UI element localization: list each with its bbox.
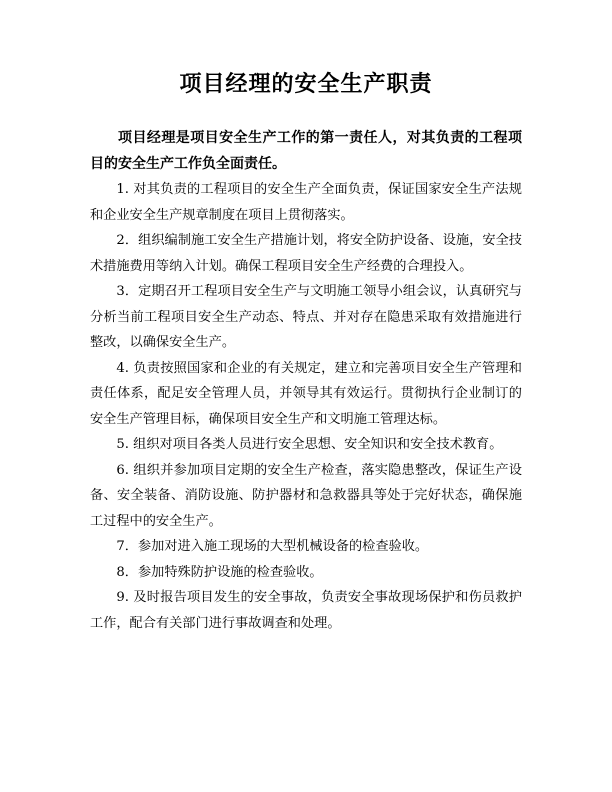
document-title: 项目经理的安全生产职责 [179, 72, 433, 97]
duty-item-8: 8．参加特殊防护设施的检查验收。 [116, 564, 323, 580]
duty-item-2: 2．组织编制施工安全生产措施计划，将安全防护设备、设施，安全技术措施费用等纳入计划。确保工程项目安全生产经费的合理投入。 [90, 233, 522, 274]
duty-item-5: 5. 组织对项目各类人员进行安全思想、安全知识和安全技术教育。 [116, 437, 503, 452]
duty-item-7: 7．参加对进入施工现场的大型机械设备的检查验收。 [116, 539, 429, 554]
duty-item-1: 1. 对其负责的工程项目的安全生产全面负责，保证国家安全生产法规和企业安全生产规章制度在项目上贯彻落实。 [90, 182, 522, 223]
duty-item-4: 4. 负责按照国家和企业的有关规定，建立和完善项目安全生产管理和责任体系，配足安全管理人员，并领导其有效运行。贯彻执行企业制订的安全生产管理目标，确保项目安全生产和文明施工管理达标。 [90, 360, 522, 427]
duty-item-9: 9. 及时报告项目发生的安全事故，负责安全事故现场保护和伤员救护工作，配合有关部门进行事故调查和处理。 [90, 590, 522, 631]
lead-paragraph: 项目经理是项目安全生产工作的第一责任人，对其负责的工程项目的安全生产工作负全面责任。 [90, 130, 522, 172]
document-body [90, 126, 522, 636]
duty-item-6: 6. 组织并参加项目定期的安全生产检查，落实隐患整改，保证生产设备、安全装备、消防设施、防护器材和急救器具等处于完好状态，确保施工过程中的安全生产。 [90, 462, 522, 529]
duty-item-3: 3．定期召开工程项目安全生产与文明施工领导小组会议，认真研究与分析当前工程项目安全生产动态、特点、并对存在隐患采取有效措施进行整改，以确保安全生产。 [90, 284, 522, 350]
